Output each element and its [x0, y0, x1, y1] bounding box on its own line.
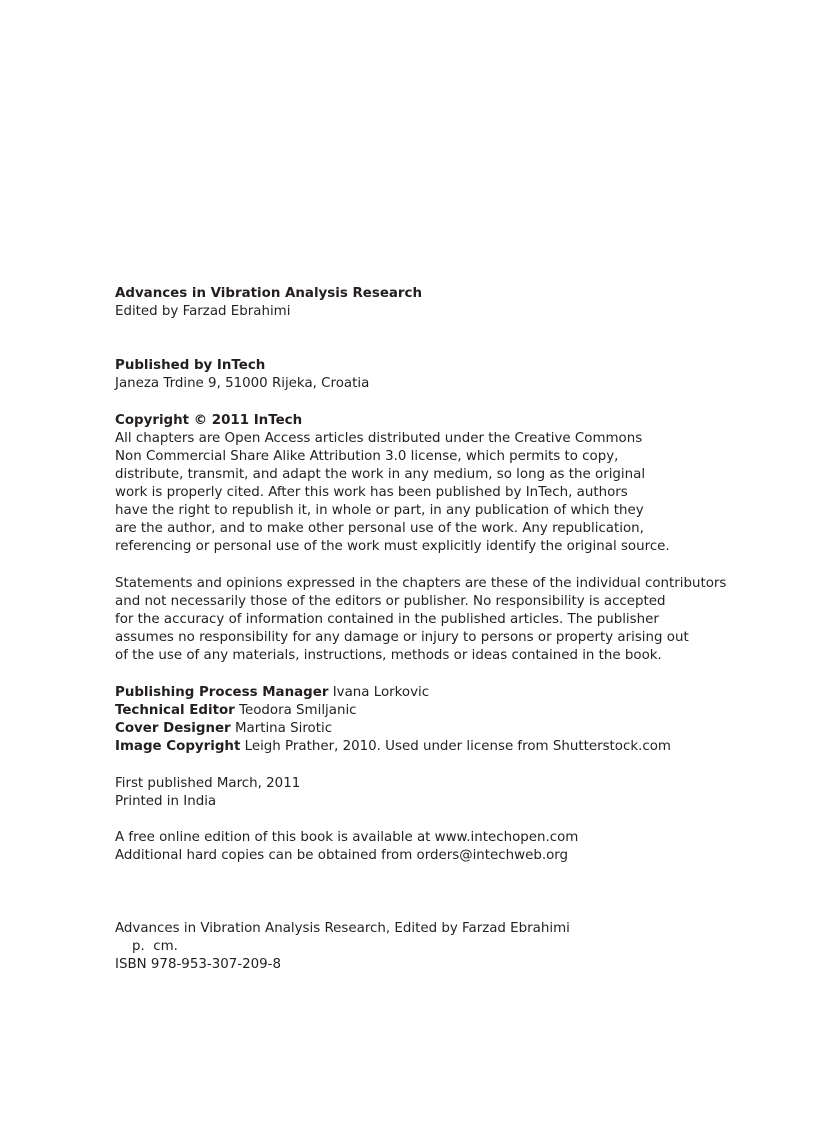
publisher-address: Janeza Trdine 9, 51000 Rijeka, Croatia	[115, 376, 370, 391]
credit-role: Technical Editor	[115, 703, 235, 718]
copyright-text-line: All chapters are Open Access articles distributed under the Creative Commons	[115, 431, 643, 446]
copyright-text-line: have the right to republish it, in whole or part, in any publication of which they	[115, 503, 644, 518]
credit-role: Cover Designer	[115, 721, 231, 736]
credit-image-copyright	[115, 738, 671, 756]
catalog-pages: p. cm.	[132, 939, 178, 954]
publisher-heading: Published by InTech	[115, 358, 266, 373]
credit-technical-editor	[115, 702, 357, 720]
catalog-citation: Advances in Vibration Analysis Research, Edited by Farzad Ebrahimi	[115, 921, 570, 936]
editor-line: Edited by Farzad Ebrahimi	[115, 304, 291, 319]
credit-role: Image Copyright	[115, 739, 241, 754]
copyright-text-line: Non Commercial Share Alike Attribution 3.0 license, which permits to copy,	[115, 449, 619, 464]
copyright-text-line: work is properly cited. After this work has been published by InTech, authors	[115, 485, 628, 500]
printed-in: Printed in India	[115, 794, 217, 809]
copyright-text-line: referencing or personal use of the work must explicitly identify the original source.	[115, 539, 670, 554]
disclaimer-text-line: Statements and opinions expressed in the chapters are these of the individual contributors	[115, 576, 727, 591]
disclaimer-text-line: of the use of any materials, instructions, methods or ideas contained in the book.	[115, 648, 662, 663]
credit-name: Martina Sirotic	[234, 721, 333, 736]
copyright-heading: Copyright © 2011 InTech	[115, 413, 303, 428]
disclaimer-text-line: for the accuracy of information contained in the published articles. The publisher	[115, 612, 659, 627]
first-published: First published March, 2011	[115, 776, 301, 791]
credit-name: Teodora Smiljanic	[239, 703, 357, 718]
credit-name: Leigh Prather, 2010. Used under license from Shutterstock.com	[244, 739, 671, 754]
credit-cover-designer	[115, 720, 332, 738]
disclaimer-text-line: and not necessarily those of the editors or publisher. No responsibility is accepted	[115, 594, 666, 609]
copyright-text-line: are the author, and to make other personal use of the work. Any republication,	[115, 521, 644, 536]
disclaimer-text-line: assumes no responsibility for any damage or injury to persons or property arising out	[115, 630, 689, 645]
book-title: Advances in Vibration Analysis Research	[115, 286, 423, 301]
credit-role: Publishing Process Manager	[115, 685, 329, 700]
copyright-text-line: distribute, transmit, and adapt the work in any medium, so long as the original	[115, 467, 646, 482]
credit-name: Ivana Lorkovic	[332, 685, 430, 700]
isbn: ISBN 978-953-307-209-8	[115, 957, 281, 972]
hard-copies-note: Additional hard copies can be obtained from orders@intechweb.org	[115, 848, 569, 863]
credit-publishing-process-manager	[115, 684, 429, 702]
free-edition-note: A free online edition of this book is available at www.intechopen.com	[115, 830, 579, 845]
